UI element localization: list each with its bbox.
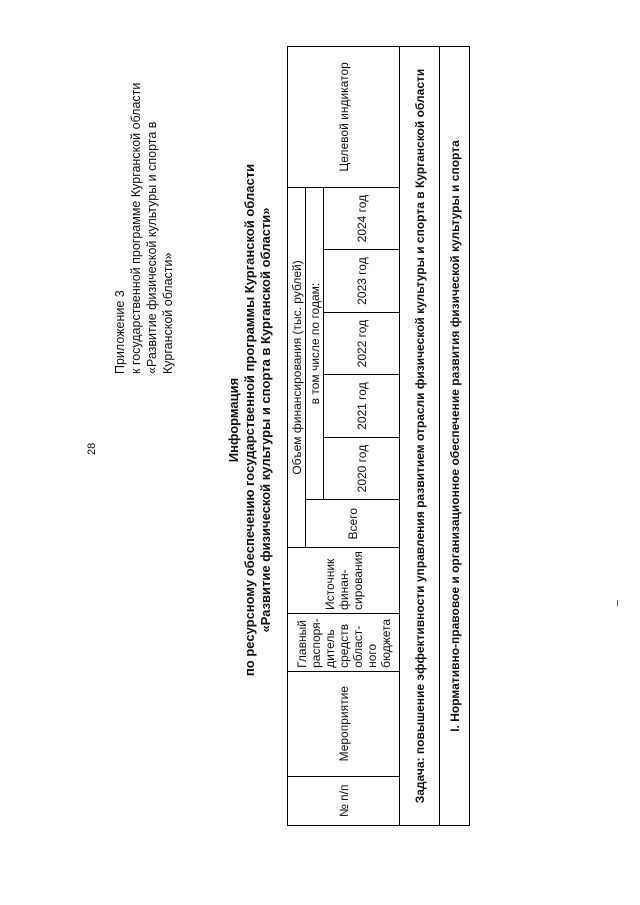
appendix-header	[112, 44, 176, 374]
header-year: 2022 год	[324, 312, 400, 375]
header-by-years: в том числе по годам:	[306, 187, 324, 500]
header-year: 2020 год	[324, 437, 400, 500]
header-year: 2024 год	[324, 187, 400, 250]
scan-mark	[617, 600, 618, 606]
title-line: Информация	[226, 377, 241, 463]
header-year: 2023 год	[324, 250, 400, 313]
title-line: «Развитие физической культуры и спорта в Курганской области»	[258, 207, 273, 633]
header-indicator: Целевой индикатор	[288, 47, 400, 188]
document-title	[226, 140, 274, 700]
task-row: Задача: повышение эффективности управления развитием отрасли физической культуры и спорта в Курганской области	[400, 47, 440, 826]
page-number: 28	[86, 442, 98, 455]
header-year: 2021 год	[324, 375, 400, 438]
title-line: по ресурсному обеспечению государственной программы Курганской области	[242, 163, 257, 677]
header-total: Всего	[306, 500, 400, 548]
header-funding: Объем финансирования (тыс. рублей)	[288, 187, 306, 547]
header-source: Источник финан-сирования	[288, 548, 400, 614]
header-event: Мероприятие	[288, 671, 400, 776]
header-num: № п/п	[288, 776, 400, 825]
resource-table-wrapper	[287, 46, 469, 826]
resource-table	[287, 46, 470, 826]
header-manager: Главный распоря-дитель средств област-ного бюджета	[288, 613, 400, 671]
appendix-line: к государственной программе Курганской области	[129, 82, 143, 374]
section-row: I. Нормативно-правовое и организационное обеспечение развития физической культуры и спорта	[440, 47, 470, 826]
appendix-line: «Развитие физической культуры и спорта в	[145, 121, 159, 374]
appendix-line: Курганской области»	[161, 252, 175, 374]
appendix-line: Приложение 3	[113, 290, 127, 374]
